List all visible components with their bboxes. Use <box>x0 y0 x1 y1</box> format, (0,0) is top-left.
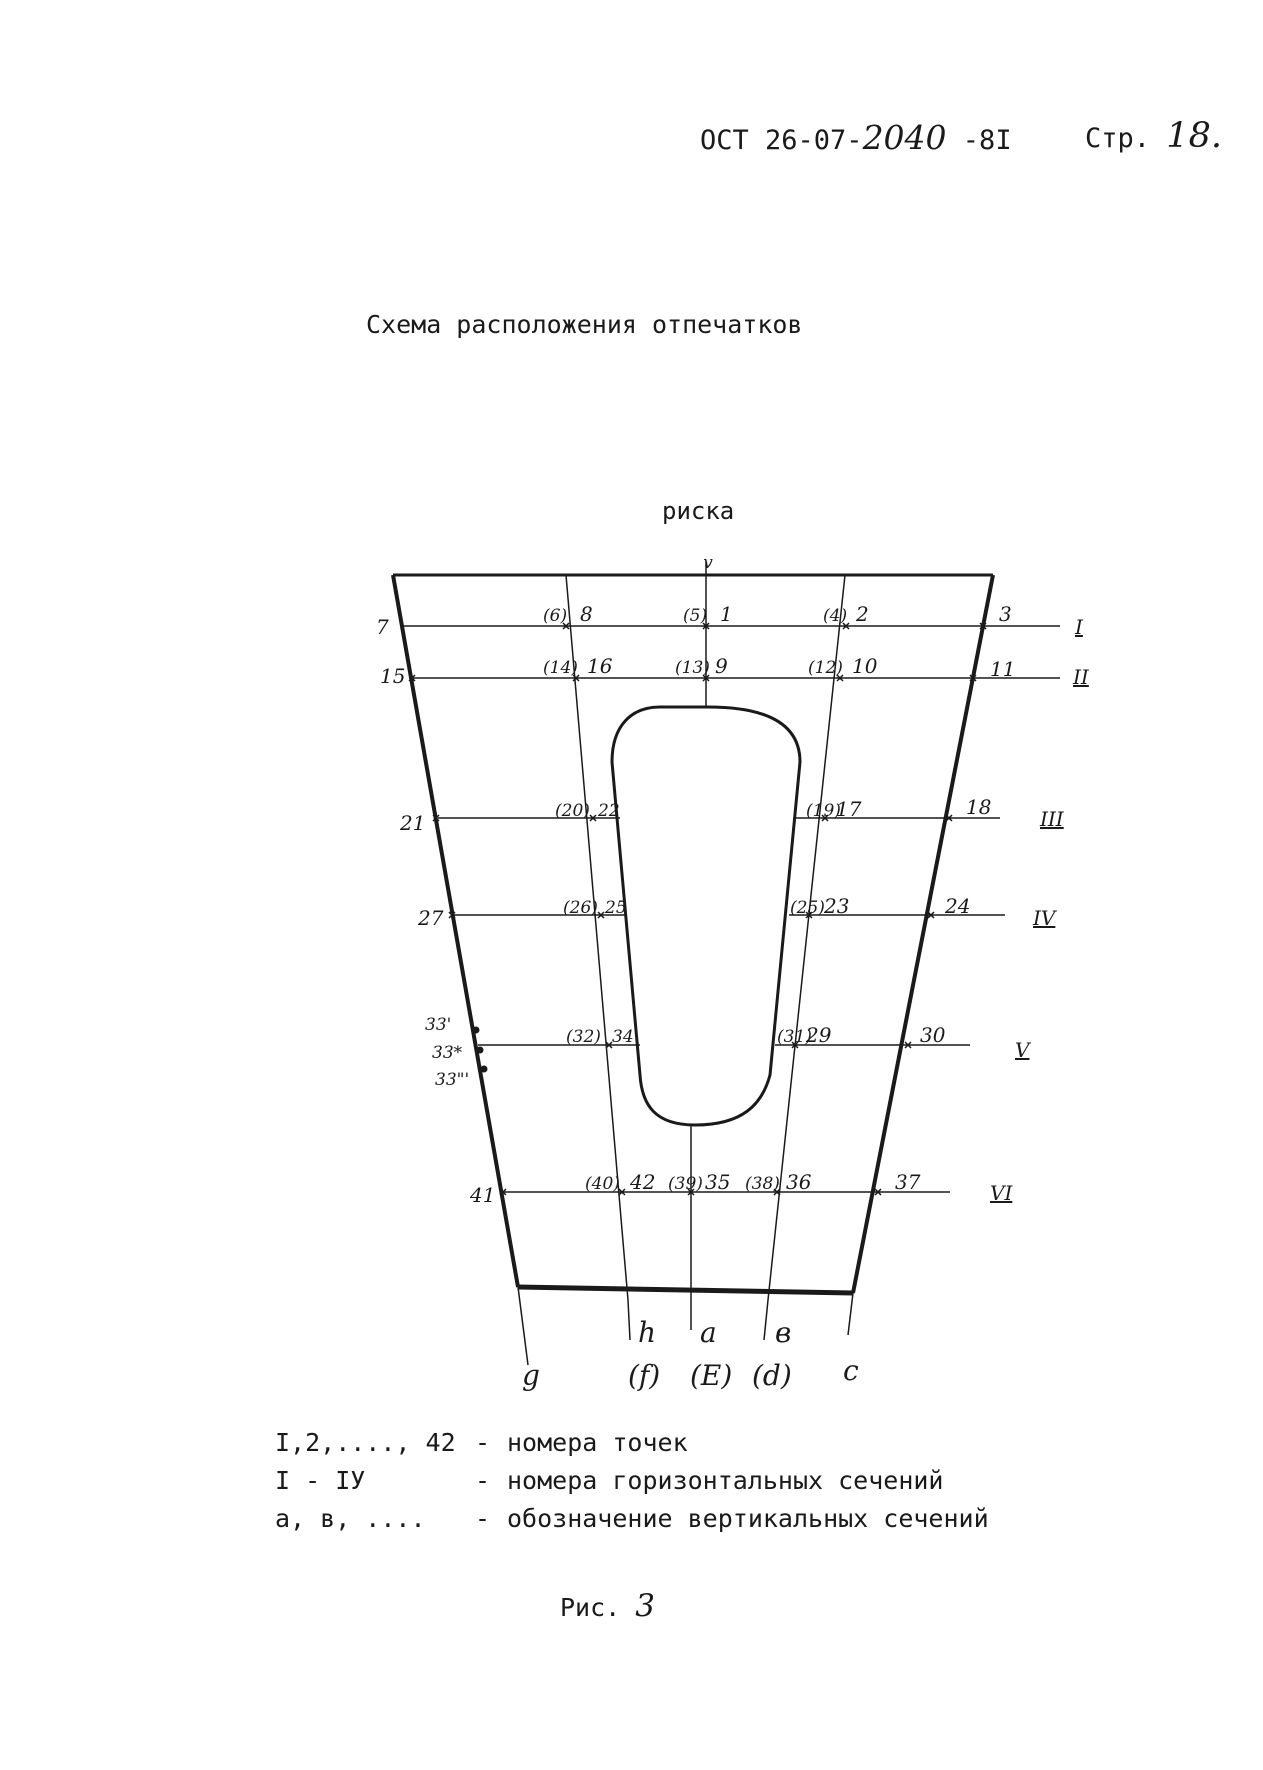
point-label-37: 37 <box>895 1170 921 1194</box>
vertical-label-c: c <box>843 1354 859 1387</box>
page-number-label: Стр. <box>1085 123 1151 154</box>
point-label-9: 9 <box>715 654 728 678</box>
vertical-label-d: (d) <box>752 1359 792 1392</box>
point-label-23: 23 <box>824 894 850 918</box>
outline-right <box>853 575 993 1293</box>
point-label-24: 24 <box>945 894 971 918</box>
central-cutout <box>612 707 800 1125</box>
figure-caption-prefix: Рис. <box>560 1593 621 1622</box>
page-title: Схема расположения отпечатков <box>366 310 803 339</box>
point-dot <box>481 1066 488 1073</box>
legend-dash: - <box>475 1466 491 1495</box>
risk-mark: v <box>703 553 713 573</box>
legend-key: I - IУ <box>275 1466 366 1495</box>
page-number-value: 18. <box>1166 116 1222 156</box>
point-label-33-prime: 33' <box>425 1015 452 1035</box>
legend-key: I,2,...., 42 <box>275 1428 456 1457</box>
point-label-5: (5) <box>683 606 708 626</box>
vertical-label-h: h <box>638 1316 657 1349</box>
legend-description: номера горизонтальных сечений <box>507 1466 944 1495</box>
extension-c <box>848 1293 853 1335</box>
intersection-marks <box>409 623 986 1195</box>
vertical-label-g: g <box>522 1359 540 1392</box>
point-label-35: 35 <box>705 1170 731 1194</box>
vertical-label-b: в <box>775 1316 792 1349</box>
point-label-2: 2 <box>856 602 869 626</box>
legend-description: номера точек <box>507 1428 688 1457</box>
point-label-27: 27 <box>418 906 444 930</box>
section-label-5: V <box>1015 1038 1030 1062</box>
document-code-number: 2040 <box>862 118 947 157</box>
point-dot <box>473 1027 480 1034</box>
point-label-18: 18 <box>966 795 992 819</box>
section-label-1: I <box>1075 615 1083 639</box>
legend-dash: - <box>475 1504 491 1533</box>
point-label-41: 41 <box>470 1183 496 1207</box>
outline-left <box>393 575 518 1287</box>
document-code-prefix: ОСТ 26-07- <box>700 125 863 156</box>
extension-g <box>518 1287 528 1365</box>
point-label-10: 10 <box>852 654 878 678</box>
point-label-34: 34 <box>612 1027 634 1047</box>
vertical-label-a: a <box>700 1316 717 1349</box>
point-label-40: (40) <box>585 1174 620 1194</box>
point-label-1: 1 <box>720 602 733 626</box>
legend-key: а, в, .... <box>275 1504 426 1533</box>
outline-bottom <box>518 1287 853 1293</box>
figure-caption <box>560 1588 655 1624</box>
vertical-label-e: (E) <box>690 1359 733 1392</box>
figure-caption-number: 3 <box>635 1588 656 1624</box>
section-label-2: II <box>1073 665 1089 689</box>
point-label-36: 36 <box>786 1170 812 1194</box>
point-label-25: 25 <box>605 898 627 918</box>
point-dot <box>477 1047 484 1054</box>
point-label-11: 11 <box>990 657 1016 681</box>
diagram-lines <box>393 562 1060 1365</box>
point-label-3: 3 <box>999 602 1012 626</box>
document-code-suffix: -8I <box>946 125 1012 156</box>
section-label-6: VI <box>990 1181 1013 1205</box>
point-label-22: 22 <box>598 801 620 821</box>
point-label-26: (26) <box>563 898 598 918</box>
point-label-39: (39) <box>668 1174 703 1194</box>
extension-h <box>628 1300 630 1340</box>
point-label-33-double: 33"' <box>435 1070 470 1090</box>
point-label-13: (13) <box>675 658 710 678</box>
legend-dash: - <box>475 1428 491 1457</box>
vertical-label-f: (f) <box>628 1359 661 1392</box>
point-label-38: (38) <box>745 1174 780 1194</box>
legend-description: обозначение вертикальных сечений <box>507 1504 989 1533</box>
point-label-30: 30 <box>920 1023 946 1047</box>
point-label-15: 15 <box>380 664 406 688</box>
point-label-21: 21 <box>400 811 426 835</box>
point-label-17: 17 <box>836 797 862 821</box>
point-label-33-star: 33* <box>432 1043 463 1063</box>
point-label-29: 29 <box>806 1023 832 1047</box>
point-label-42: 42 <box>630 1170 656 1194</box>
point-label-4: (4) <box>823 606 848 626</box>
point-label-8: 8 <box>580 602 593 626</box>
point-label-6: (6) <box>543 606 568 626</box>
point-label-20: (20) <box>555 801 590 821</box>
point-label-12: (12) <box>808 658 843 678</box>
point-label-19: (19) <box>806 801 841 821</box>
risk-label: риска <box>662 497 735 525</box>
point-label-31: (31) <box>777 1027 812 1047</box>
point-label-7: 7 <box>376 615 389 639</box>
point-label-25b: (25) <box>790 898 825 918</box>
section-label-3: III <box>1040 807 1064 831</box>
extension-b <box>764 1300 768 1340</box>
section-label-4: IV <box>1033 906 1056 930</box>
point-label-32: (32) <box>566 1027 601 1047</box>
point-label-16: 16 <box>587 654 613 678</box>
point-label-14: (14) <box>543 658 578 678</box>
